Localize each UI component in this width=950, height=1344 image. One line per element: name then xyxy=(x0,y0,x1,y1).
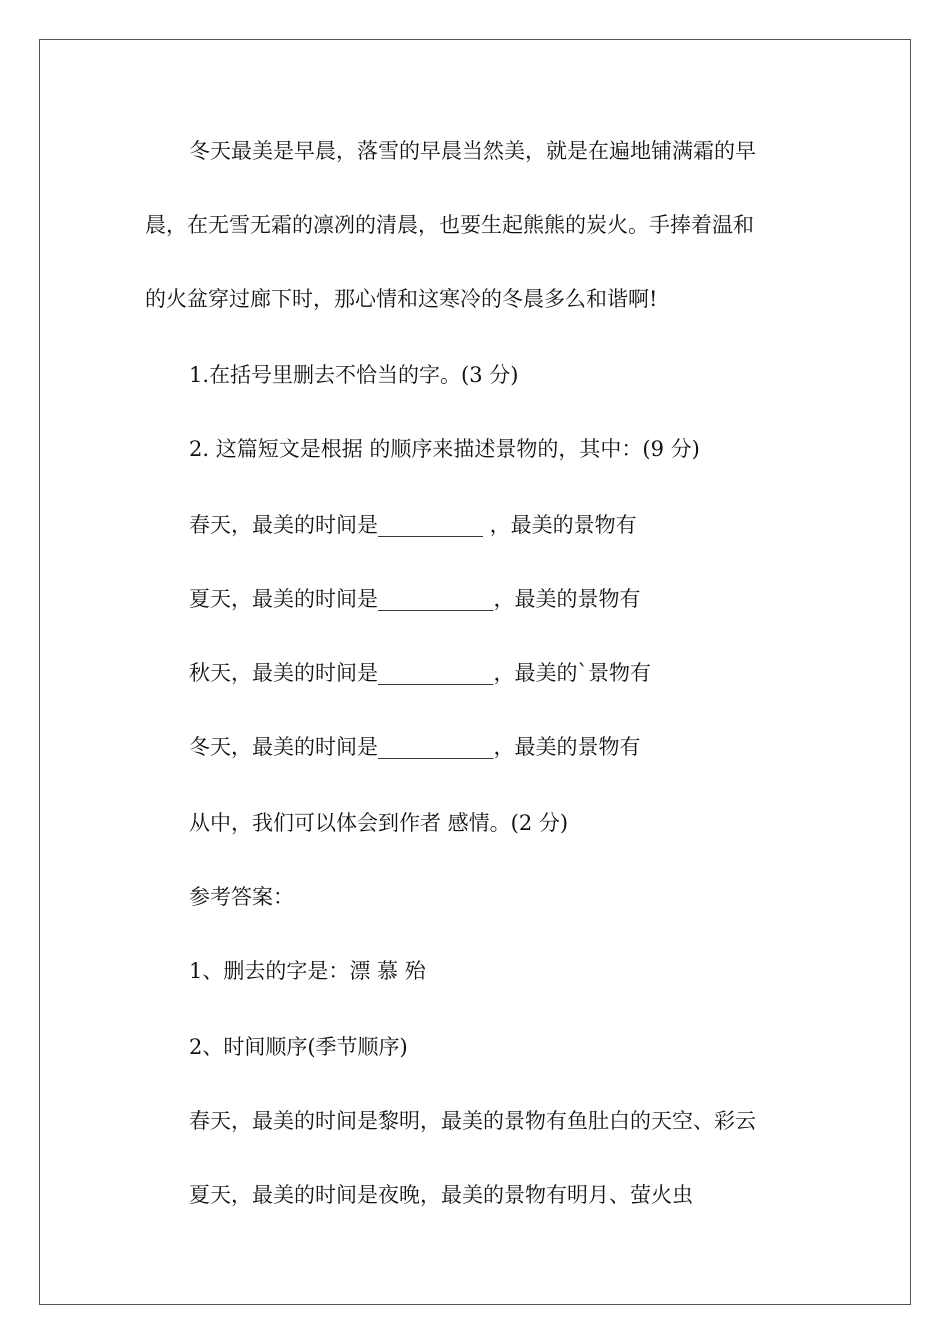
answer-2: 2、时间顺序(季节顺序) xyxy=(189,1035,408,1059)
answers-heading: 参考答案： xyxy=(189,885,294,909)
question-autumn: 秋天，最美的时间是___________，最美的`景物有 xyxy=(189,661,651,685)
passage-line-2: 晨，在无雪无霜的凛冽的清晨，也要生起熊熊的炭火。手捧着温和 xyxy=(145,213,754,237)
passage-line-1: 冬天最美是早晨，落雪的早晨当然美，就是在遍地铺满霜的早 xyxy=(189,139,756,163)
question-feeling: 从中，我们可以体会到作者 感情。(2 分) xyxy=(189,811,569,835)
question-winter: 冬天，最美的时间是___________，最美的景物有 xyxy=(189,735,641,759)
answer-1: 1、删去的字是：漂 慕 殆 xyxy=(189,959,426,983)
answer-spring: 春天，最美的时间是黎明，最美的景物有鱼肚白的天空、彩云 xyxy=(189,1109,756,1133)
question-1: 1.在括号里删去不恰当的字。(3 分) xyxy=(189,363,519,387)
question-2: 2. 这篇短文是根据 的顺序来描述景物的，其中：(9 分) xyxy=(189,437,700,461)
answer-summer: 夏天，最美的时间是夜晚，最美的景物有明月、萤火虫 xyxy=(189,1183,693,1207)
question-summer: 夏天，最美的时间是___________，最美的景物有 xyxy=(189,587,641,611)
passage-line-3: 的火盆穿过廊下时，那心情和这寒冷的冬晨多么和谐啊! xyxy=(145,287,658,311)
question-spring: 春天，最美的时间是__________ ，最美的景物有 xyxy=(189,513,637,537)
